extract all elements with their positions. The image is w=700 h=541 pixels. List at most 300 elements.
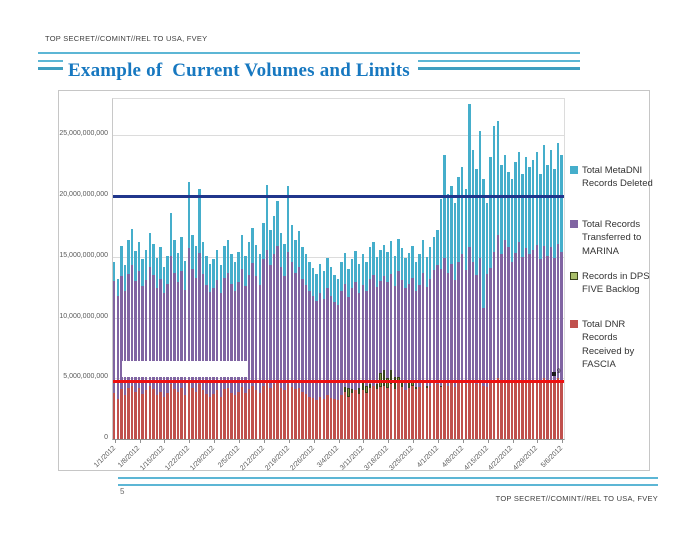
bar-segment [255, 390, 257, 439]
bar-segment [177, 253, 179, 282]
y-axis-tick-label: 15,000,000,000 [59, 251, 108, 259]
bar-segment [518, 380, 520, 440]
bar-segment [397, 271, 399, 377]
bar-segment [408, 253, 410, 283]
x-axis-tick-label: 4/8/2012 [440, 445, 465, 470]
bar-segment [259, 393, 261, 439]
bar-segment [536, 380, 538, 440]
bar-segment [461, 167, 463, 254]
bar-segment [507, 381, 509, 439]
bar-segment [276, 201, 278, 246]
bar-segment [134, 251, 136, 281]
bar-segment [447, 273, 449, 386]
bar-segment [262, 386, 264, 439]
x-axis-tick [239, 439, 240, 443]
bar-segment [259, 254, 261, 284]
footer-rule-1 [118, 477, 658, 479]
bar-segment [426, 257, 428, 287]
x-axis-tick-label: 2/19/2012 [263, 445, 291, 472]
bar-segment [369, 279, 371, 385]
bar-segment [422, 240, 424, 273]
bar-segment [205, 394, 207, 439]
bar-segment [141, 259, 143, 286]
bar-segment [180, 237, 182, 271]
bar-segment [354, 251, 356, 283]
bar-segment [117, 279, 119, 296]
bar-segment [489, 268, 491, 383]
bar-segment [443, 258, 445, 382]
bar-segment [152, 389, 154, 439]
bar-segment [323, 271, 325, 299]
bar-segment [429, 247, 431, 279]
bar-segment [234, 262, 236, 291]
bar-segment [117, 399, 119, 439]
x-axis-tick [537, 439, 538, 443]
red-line-end-label: 9 [557, 368, 561, 375]
bar-segment [241, 235, 243, 269]
legend-entry [570, 270, 654, 297]
bar-segment [344, 387, 346, 392]
bar-segment [259, 285, 261, 393]
bar-segment [294, 273, 296, 390]
bar-segment [472, 262, 474, 382]
bar-segment [450, 383, 452, 439]
bar-segment [404, 288, 406, 390]
bar-segment [283, 390, 285, 439]
bar-segment [411, 278, 413, 381]
bar-segment [521, 174, 523, 257]
x-axis-tick [488, 439, 489, 443]
bar-segment [493, 252, 495, 380]
bar-segment [536, 245, 538, 380]
bar-segment [415, 262, 417, 291]
bar-segment [138, 388, 140, 439]
bar-segment [525, 157, 527, 248]
bar-segment [291, 387, 293, 439]
bar-segment [394, 389, 396, 439]
bar-segment [514, 253, 516, 382]
x-axis-tick [164, 439, 165, 443]
bar-segment [436, 230, 438, 265]
bar-segment [383, 386, 385, 439]
x-axis-tick [438, 439, 439, 443]
bar-segment [220, 265, 222, 293]
bar-segment [216, 250, 218, 280]
x-axis-tick [264, 439, 265, 443]
bar-segment [553, 169, 555, 258]
bar-segment [234, 395, 236, 439]
bar-segment [376, 257, 378, 287]
bar-segment [546, 382, 548, 439]
bar-segment [497, 378, 499, 439]
bar-segment [372, 386, 374, 439]
bar-segment [358, 293, 360, 388]
bar-segment [497, 121, 499, 235]
bar-segment [152, 244, 154, 276]
bar-segment [447, 194, 449, 273]
bar-segment [433, 383, 435, 439]
legend-swatch [570, 320, 578, 328]
bar-segment [358, 394, 360, 439]
bar-segment [521, 257, 523, 383]
bar-segment [454, 280, 456, 387]
bar-segment [319, 264, 321, 293]
bar-segment [351, 389, 353, 393]
bar-segment [383, 276, 385, 370]
bar-segment [301, 247, 303, 279]
bar-segment [372, 275, 374, 386]
bar-segment [131, 386, 133, 439]
bar-segment [145, 250, 147, 280]
bar-segment [440, 269, 442, 386]
bar-segment [550, 150, 552, 247]
bar-segment [120, 389, 122, 439]
bar-segment [273, 384, 275, 439]
bar-segment [518, 242, 520, 379]
bar-segment [450, 264, 452, 383]
bar-segment [394, 256, 396, 286]
bar-segment [305, 394, 307, 439]
bar-segment [379, 387, 381, 439]
bar-segment [365, 291, 367, 386]
bar-segment [472, 382, 474, 439]
bar-segment [308, 262, 310, 291]
bar-segment [447, 386, 449, 439]
title-box [63, 55, 418, 85]
bar-segment [298, 388, 300, 439]
y-axis-tick-label: 5,000,000,000 [63, 373, 108, 381]
bar-segment [205, 285, 207, 394]
bar-segment [173, 389, 175, 439]
bar-segment [131, 229, 133, 265]
bar-segment [134, 392, 136, 439]
bar-segment [390, 384, 392, 439]
bar-segment [163, 397, 165, 440]
x-axis-tick [388, 439, 389, 443]
x-axis-tick-label: 4/15/2012 [462, 445, 490, 472]
bar-segment [404, 390, 406, 439]
bar-segment [184, 261, 186, 290]
bar-segment [354, 282, 356, 390]
bar-segment [511, 262, 513, 383]
x-axis-tick [289, 439, 290, 443]
bar-segment [468, 247, 470, 379]
bar-segment [461, 254, 463, 380]
legend-label: Total Records Transferred to MARINA [582, 219, 642, 257]
bar-segment [223, 246, 225, 278]
bar-segment [205, 256, 207, 285]
redaction-box [122, 361, 247, 377]
bar-segment [365, 393, 367, 439]
y-axis-tick-label: 25,000,000,000 [59, 130, 108, 138]
bar-segment [376, 384, 378, 389]
x-axis-tick-label: 3/25/2012 [388, 445, 416, 472]
bar-segment [482, 179, 484, 308]
bar-segment [323, 299, 325, 399]
bar-segment [539, 174, 541, 259]
header-rule-1 [38, 52, 580, 54]
bar-segment [220, 397, 222, 440]
bar-segment [188, 383, 190, 439]
bar-segment [489, 383, 491, 439]
bar-segment [465, 384, 467, 439]
bar-segment [347, 397, 349, 440]
x-axis-tick [413, 439, 414, 443]
bar-segment [411, 246, 413, 278]
bar-segment [440, 199, 442, 269]
bar-segment [312, 398, 314, 439]
bar-segment [124, 265, 126, 291]
bar-segment [443, 155, 445, 258]
bar-segment [223, 389, 225, 439]
bar-segment [511, 179, 513, 262]
bar-segment [305, 254, 307, 284]
bar-segment [553, 383, 555, 439]
bar-segment [546, 165, 548, 256]
bar-segment [269, 265, 271, 388]
bar-segment [369, 247, 371, 279]
bar-segment [315, 301, 317, 401]
bar-segment [358, 264, 360, 293]
x-axis-tick [115, 439, 116, 443]
bar-segment [149, 386, 151, 439]
bar-segment [347, 388, 349, 397]
bar-segment [283, 244, 285, 277]
bar-segment [426, 388, 428, 439]
bar-segment [159, 392, 161, 439]
bar-segment [202, 390, 204, 439]
bar-segment [156, 395, 158, 439]
bar-segment [280, 233, 282, 267]
bar-segment [230, 393, 232, 439]
bar-segment [550, 247, 552, 379]
bar-segment [500, 382, 502, 439]
bar-segment [397, 239, 399, 272]
bar-segment [138, 242, 140, 271]
x-axis-tick-label: 1/8/2012 [117, 445, 142, 470]
bar-segment [269, 230, 271, 265]
bar-segment [294, 389, 296, 439]
y-axis-tick-label: 20,000,000,000 [59, 191, 108, 199]
bar-segment [429, 386, 431, 439]
bar-segment [337, 305, 339, 400]
bar-segment [351, 288, 353, 389]
y-axis-labels [38, 98, 108, 446]
bar-segment [191, 235, 193, 269]
bar-segment [486, 387, 488, 439]
bar-segment [482, 308, 484, 386]
bar-segment [457, 382, 459, 439]
bar-segment [333, 399, 335, 439]
y-axis-tick-label: 10,000,000,000 [59, 312, 108, 320]
page-number: 5 [120, 487, 125, 496]
bar-segment [422, 383, 424, 439]
bar-segment [443, 382, 445, 439]
bar-segment [386, 282, 388, 378]
bar-segment [113, 281, 115, 393]
bar-segment [280, 267, 282, 388]
bar-segment [376, 389, 378, 439]
x-axis-tick-label: 2/5/2012 [216, 445, 242, 470]
bar-segment [180, 388, 182, 439]
bar-segment [465, 189, 467, 270]
bar-segment [184, 395, 186, 439]
bar-segment [418, 254, 420, 284]
bar-segment [156, 258, 158, 288]
bar-segment [426, 386, 428, 388]
bar-segment [436, 265, 438, 384]
classification-banner-top: TOP SECRET//COMINT//REL TO USA, FVEY [45, 34, 208, 43]
bar-segment [291, 262, 293, 387]
bar-segment [454, 203, 456, 280]
bar-segment [319, 397, 321, 440]
bar-segment [472, 150, 474, 262]
bar-segment [408, 388, 410, 439]
bar-segment [514, 382, 516, 439]
bar-segment [457, 262, 459, 382]
bar-segment [408, 284, 410, 381]
bar-segment [269, 388, 271, 439]
bar-segment [149, 233, 151, 267]
bar-segment [237, 392, 239, 439]
x-axis-tick-label: 3/18/2012 [363, 445, 391, 472]
bar-segment [326, 258, 328, 288]
bar-segment [347, 269, 349, 297]
bar-segment [340, 395, 342, 439]
bar-segment [166, 393, 168, 439]
legend-label: Records in DPS FIVE Backlog [582, 271, 650, 296]
bar-segment [479, 258, 481, 381]
bar-segment [500, 254, 502, 382]
bar-segment [465, 270, 467, 384]
bar-segment [212, 394, 214, 439]
bar-segment [369, 388, 371, 439]
x-axis-tick-label: 3/11/2012 [338, 445, 366, 472]
bar-segment [543, 378, 545, 439]
bar-segment [358, 388, 360, 394]
bar-segment [379, 281, 381, 373]
bar-segment [475, 275, 477, 384]
bar-segment [489, 157, 491, 268]
limit-line-dnr-limit [113, 380, 564, 383]
bar-segment [212, 288, 214, 394]
bar-segment [351, 259, 353, 288]
bar-segment [539, 259, 541, 383]
bar-segment [315, 274, 317, 301]
bar-segment [475, 384, 477, 439]
bar-segment [216, 390, 218, 439]
bar-segment [536, 152, 538, 244]
bar-segment [120, 246, 122, 276]
bar-segment [344, 253, 346, 283]
x-axis-tick-label: 4/1/2012 [415, 445, 440, 470]
bar-segment [170, 384, 172, 439]
bar-segment [212, 259, 214, 288]
red-line-end-marker [552, 372, 556, 376]
bar-segment [504, 380, 506, 440]
bar-segment [173, 240, 175, 273]
bar-segment [532, 250, 534, 381]
bar-segment [479, 381, 481, 439]
bar-segment [195, 392, 197, 439]
bar-segment [198, 189, 200, 253]
bar-segment [553, 258, 555, 383]
bar-segment [330, 267, 332, 296]
bar-segment [507, 172, 509, 247]
bar-segment [543, 246, 545, 378]
bar-segment [528, 254, 530, 382]
bar-segment [525, 381, 527, 439]
legend-swatch [570, 220, 578, 228]
bar-segment [330, 398, 332, 439]
bar-segment [365, 262, 367, 291]
bar-segment [511, 383, 513, 439]
bar-segment [351, 393, 353, 439]
bar-segment [528, 167, 530, 254]
legend-entry [570, 164, 654, 191]
bar-segment [369, 384, 371, 388]
x-axis-tick [463, 439, 464, 443]
x-axis-tick-label: 2/12/2012 [238, 445, 266, 472]
bar-segment [504, 240, 506, 380]
legend-entry [570, 218, 654, 258]
bar-segment [202, 242, 204, 274]
bar-segment [237, 252, 239, 282]
bar-segment [379, 250, 381, 282]
bar-segment [482, 386, 484, 439]
bar-segment [276, 383, 278, 439]
bar-segment [386, 252, 388, 282]
bar-segment [340, 262, 342, 291]
x-axis-tick [562, 439, 563, 443]
bar-segment [248, 389, 250, 439]
x-axis-tick-label: 1/15/2012 [139, 445, 167, 472]
bar-segment [394, 286, 396, 377]
bar-segment [301, 279, 303, 392]
bar-segment [266, 250, 268, 384]
bar-segment [255, 276, 257, 390]
x-axis-tick [140, 439, 141, 443]
bar-segment [557, 378, 559, 439]
bar-segment [440, 387, 442, 439]
plot-area [112, 98, 565, 440]
bar-segment [493, 380, 495, 440]
bar-segment [500, 165, 502, 255]
legend-swatch [570, 272, 578, 280]
bar-segment [493, 126, 495, 252]
bar-segment [283, 276, 285, 390]
bar-segment [287, 252, 289, 384]
bar-segment [436, 384, 438, 439]
bar-segment [507, 247, 509, 381]
legend-label: Total DNR Records Received by FASCIA [582, 319, 635, 370]
bar-segment [390, 274, 392, 370]
bar-segment [401, 387, 403, 439]
limit-line-upper-limit [113, 195, 564, 198]
bar-segment [113, 393, 115, 439]
bar-segment [418, 387, 420, 439]
bar-segment [528, 382, 530, 439]
bar-segment [276, 246, 278, 383]
bar-segment [539, 383, 541, 439]
bar-segment [333, 302, 335, 399]
bar-segment [337, 400, 339, 439]
bar-segment [166, 256, 168, 284]
bar-segment [248, 242, 250, 275]
x-axis-tick [214, 439, 215, 443]
bar-segment [301, 392, 303, 439]
x-axis-tick-label: 1/1/2012 [92, 445, 117, 470]
